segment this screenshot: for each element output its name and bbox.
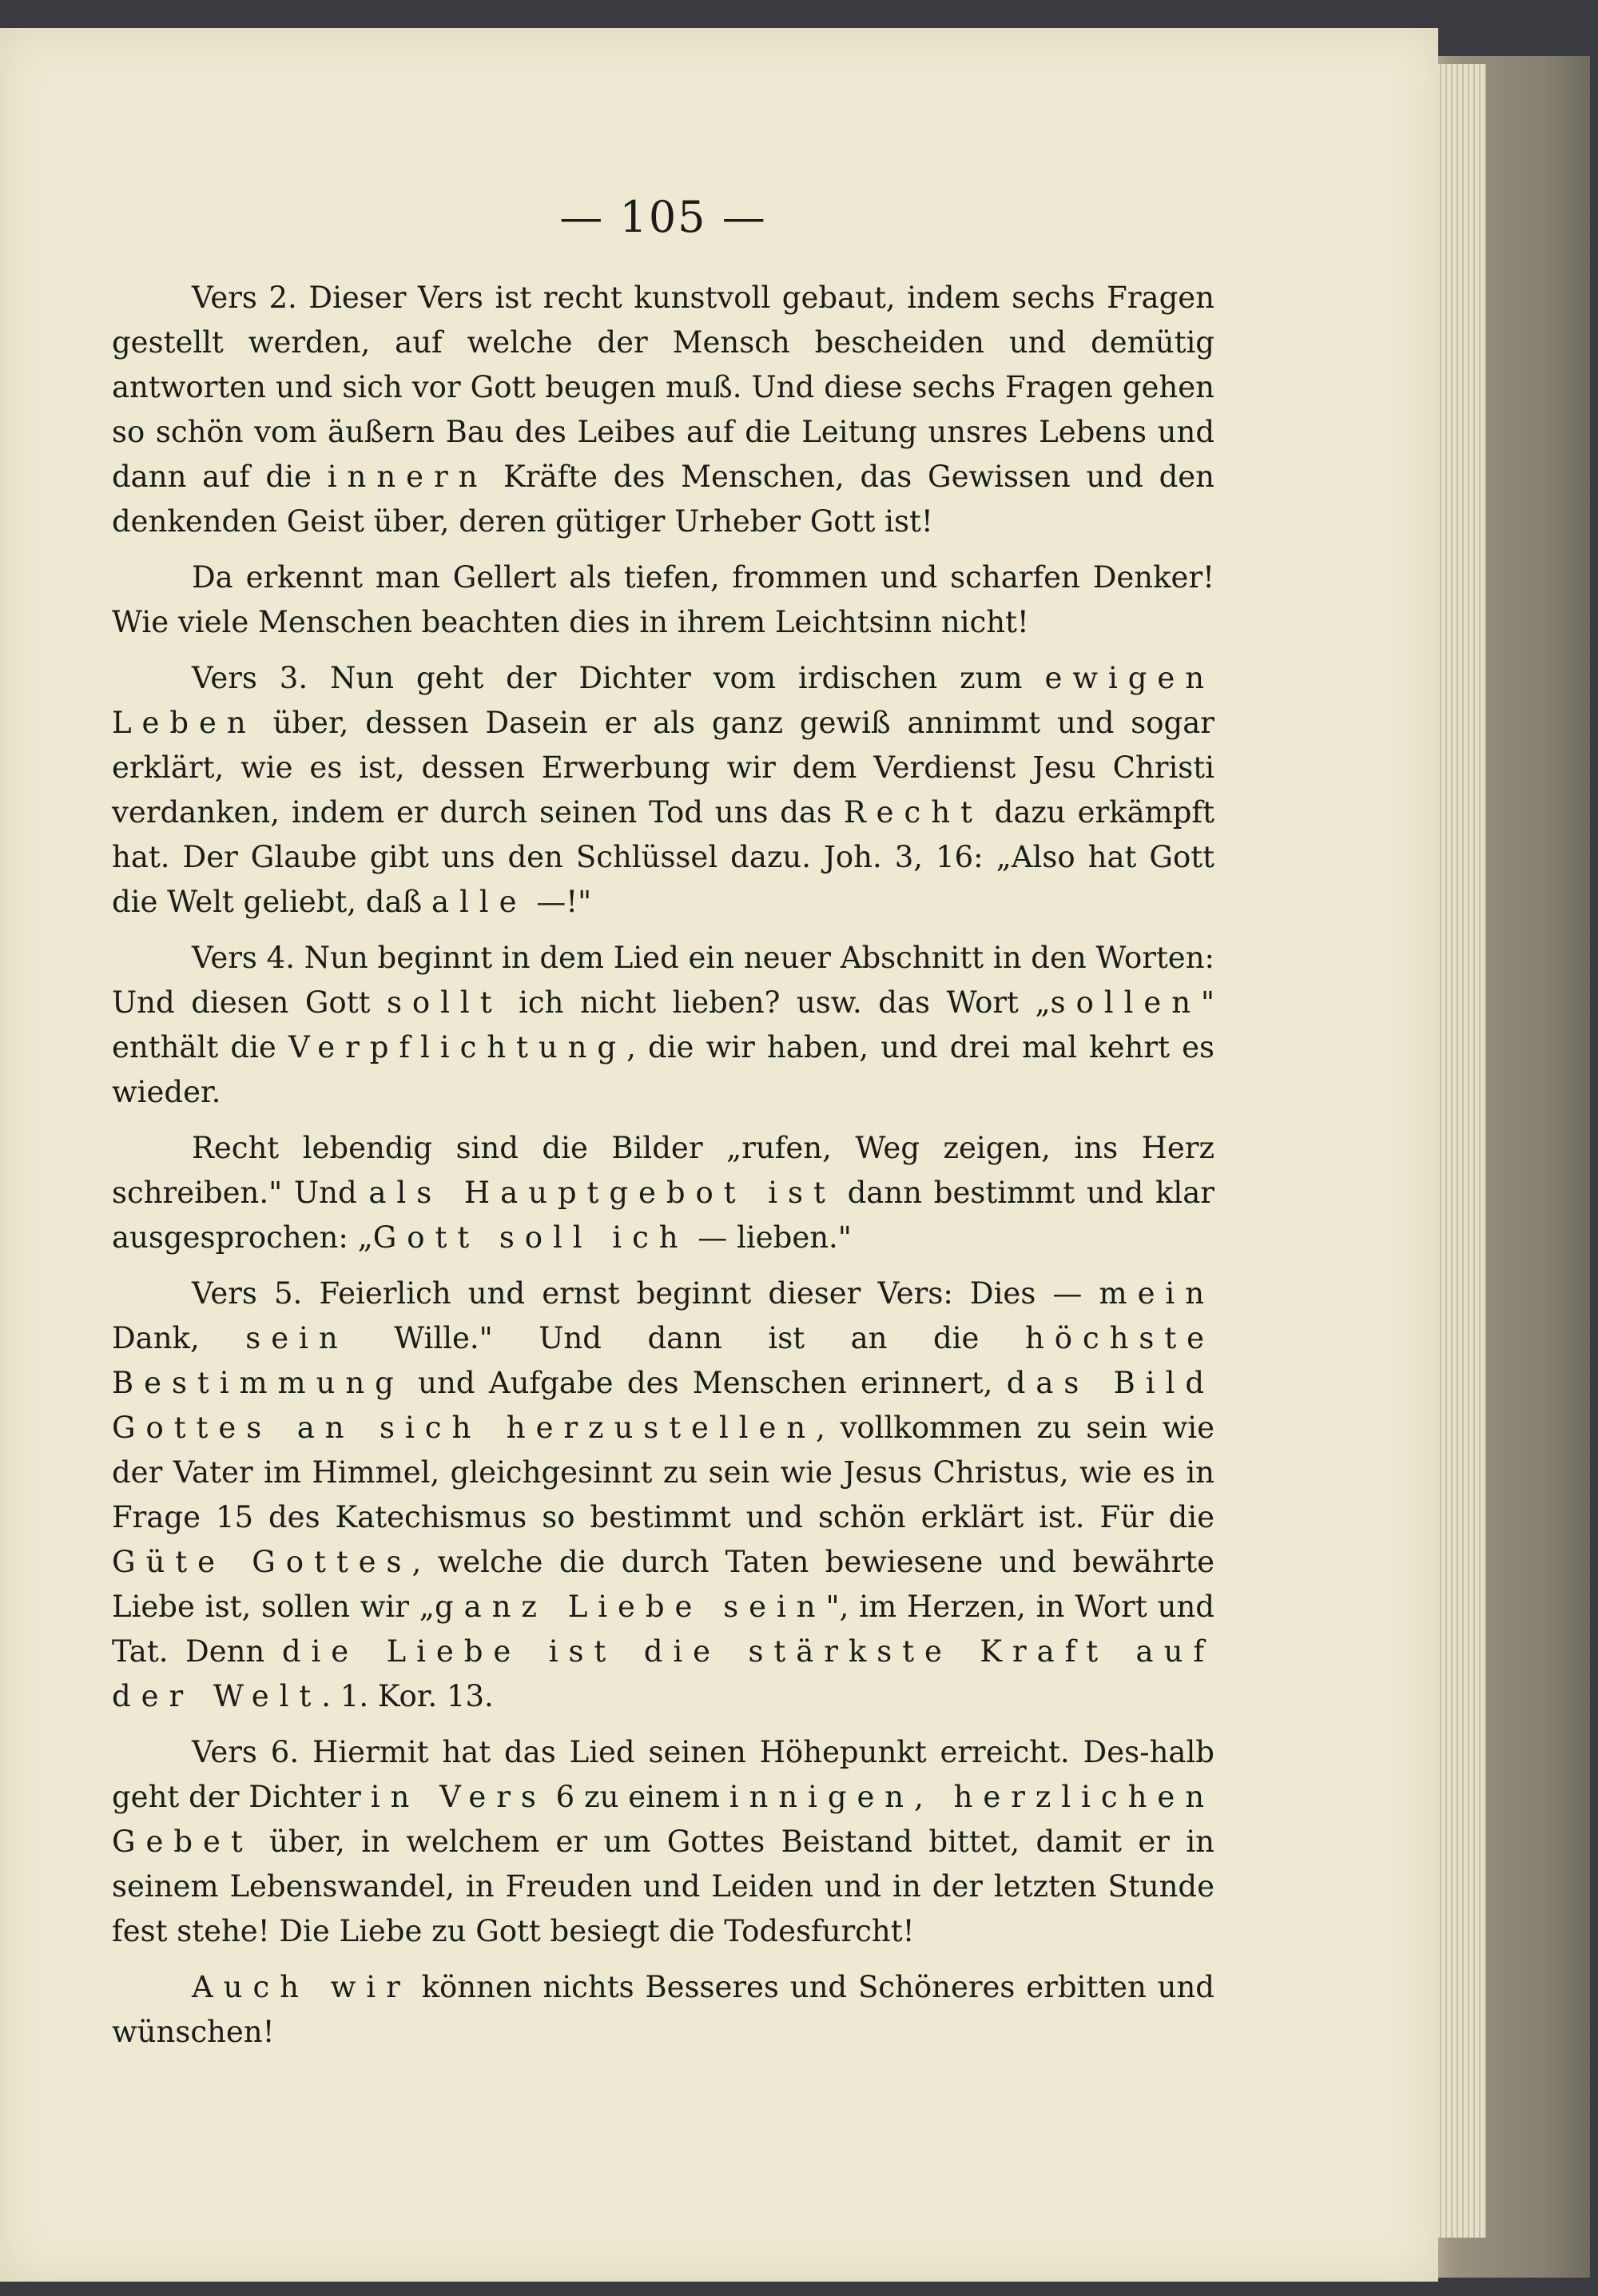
paragraph bbox=[112, 1271, 1214, 1719]
page-stack bbox=[1430, 64, 1486, 2238]
text-segment: Vers 6. Hiermit hat das Lied seinen Höhepunkt erreicht. Des-halb geht der Dichter bbox=[112, 1735, 1214, 1814]
emphasized-text: höchste Bestimmung bbox=[112, 1321, 1214, 1400]
book-page bbox=[0, 28, 1438, 2282]
page-number: — 105 — bbox=[559, 192, 767, 242]
text-segment: Vers 3. Nun geht der Dichter vom irdischen zum bbox=[192, 661, 1045, 695]
emphasized-text: sollt bbox=[386, 985, 503, 1020]
emphasized-text: Verpflichtung bbox=[288, 1030, 627, 1064]
body-text bbox=[112, 276, 1214, 2066]
text-segment: Vers 4. Nun beginnt in dem Lied ein neuer Abschnitt in den Worten: Und diesen Gott bbox=[112, 941, 1214, 1020]
emphasized-text: Auch wir bbox=[192, 1970, 411, 2004]
text-segment: " enthält die bbox=[112, 985, 1215, 1064]
emphasized-text: sollen bbox=[1050, 985, 1201, 1020]
emphasized-text: sein bbox=[245, 1321, 348, 1355]
emphasized-text: mein bbox=[1099, 1276, 1214, 1311]
text-segment: Vers 2. Dieser Vers ist recht kunstvoll gebaut, indem sechs Fragen gestellt werden, auf welche der Mensch bescheiden und demütig antworten und sich vor Gott beugen muß. Und diese sechs Fragen gehen so schön vom äußern Bau des Leibes auf die Leitung unsres Lebens und dann auf die bbox=[112, 281, 1214, 494]
text-segment: Dank, bbox=[112, 1321, 246, 1355]
text-segment: dann bestimmt und klar ausgesprochen: „ bbox=[112, 1176, 1214, 1255]
text-segment: Kräfte des Menschen, das Gewissen und den denkenden Geist über, deren gütiger Urheber Gott ist! bbox=[112, 460, 1215, 539]
text-segment: —!" bbox=[527, 885, 592, 919]
text-segment: 6 zu einem bbox=[546, 1780, 729, 1814]
text-segment: — lieben." bbox=[688, 1220, 852, 1255]
emphasized-text: das Bild Gottes an sich herzustellen bbox=[112, 1366, 1215, 1445]
text-segment: Recht lebendig sind die Bilder „rufen, Weg zeigen, ins Herz schreiben." Und bbox=[112, 1131, 1214, 1210]
text-segment: dazu erkämpft hat. Der Glaube gibt uns den Schlüssel dazu. Joh. 3, 16: „Also hat Gott die Welt geliebt, daß bbox=[112, 795, 1214, 919]
paragraph bbox=[112, 936, 1214, 1115]
emphasized-text: Recht bbox=[843, 795, 983, 830]
paragraph bbox=[112, 555, 1214, 645]
emphasized-text: die Liebe ist die stärkste Kraft auf der Welt bbox=[112, 1634, 1214, 1713]
text-segment: , welche die durch Taten bewiesene und bewährte Liebe ist, sollen wir „ bbox=[112, 1545, 1214, 1624]
emphasized-text: ewigen Leben bbox=[112, 661, 1214, 740]
text-segment: Wille." Und dann ist an die bbox=[348, 1321, 1025, 1355]
paragraph bbox=[112, 1965, 1214, 2055]
emphasized-text: innigen, herzlichen Gebet bbox=[112, 1780, 1214, 1859]
emphasized-text: innern bbox=[327, 460, 488, 494]
text-segment: ", im Herzen, in Wort und Tat. Denn bbox=[112, 1590, 1214, 1669]
text-segment: , vollkommen zu sein wie der Vater im Himmel, gleichgesinnt zu sein wie Jesus Christus, wie es in Frage 15 des Katechismus so bestimmt und schön erklärt ist. Für die bbox=[112, 1411, 1214, 1534]
text-segment: und Aufgabe des Menschen erinnert, bbox=[403, 1366, 1007, 1400]
emphasized-text: in Vers bbox=[370, 1780, 547, 1814]
emphasized-text: als Hauptgebot ist bbox=[368, 1176, 836, 1210]
emphasized-text: Güte Gottes bbox=[112, 1545, 412, 1579]
emphasized-text: Gott soll ich bbox=[372, 1220, 689, 1255]
text-segment: Da erkennt man Gellert als tiefen, frommen und scharfen Denker! Wie viele Menschen beachten dies in ihrem Leichtsinn nicht! bbox=[112, 560, 1214, 639]
text-segment: über, in welchem er um Gottes Beistand bittet, damit er in seinem Lebenswandel, in Freuden und Leiden und in der letzten Stunde fest stehe! Die Liebe zu Gott besiegt die Todesfurcht! bbox=[112, 1824, 1214, 1948]
text-segment: Vers 5. Feierlich und ernst beginnt dieser Vers: Dies — bbox=[192, 1276, 1099, 1311]
text-segment: . 1. Kor. 13. bbox=[321, 1679, 494, 1713]
emphasized-text: ganz Liebe sein bbox=[434, 1590, 826, 1624]
text-segment: ich nicht lieben? usw. das Wort „ bbox=[502, 985, 1051, 1020]
text-segment: können nichts Besseres und Schöneres erbitten und wünschen! bbox=[112, 1970, 1214, 2049]
paragraph bbox=[112, 656, 1214, 925]
text-segment: über, dessen Dasein er als ganz gewiß annimmt und sogar erklärt, wie es ist, dessen Erwerbung wir dem Verdienst Jesu Christi verdanken, indem er durch seinen Tod uns das bbox=[112, 706, 1214, 830]
text-segment: , die wir haben, und drei mal kehrt es wieder. bbox=[112, 1030, 1215, 1109]
paragraph bbox=[112, 1730, 1214, 1954]
paragraph bbox=[112, 276, 1214, 544]
emphasized-text: alle bbox=[431, 885, 527, 919]
paragraph bbox=[112, 1126, 1214, 1260]
